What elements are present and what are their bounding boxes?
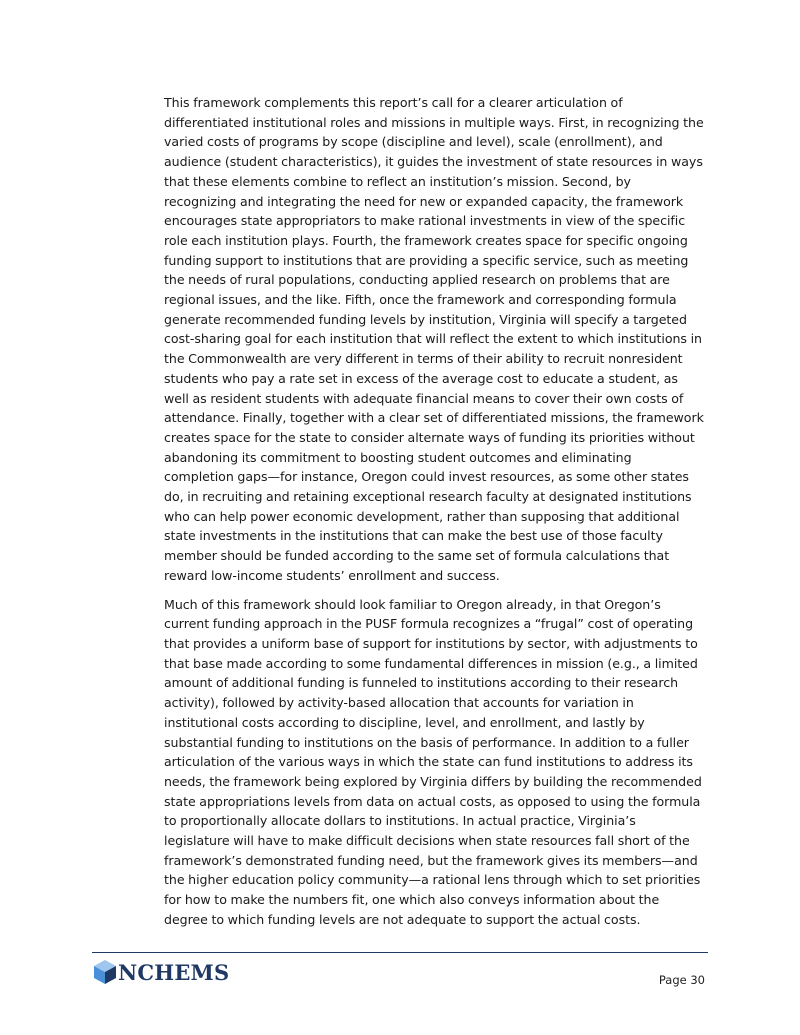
- footer-divider: [92, 952, 708, 953]
- paragraph-oregon-familiar: Much of this framework should look familiar to Oregon already, in that Oregon’s current funding approach in the PUSF formula recognizes a “frugal” cost of operating that provides a uniform base of support for institutions by sector, with adjustments to that base made according to some fundamental differences in mission (e.g., a limited amount of additional funding is funneled to institutions according to their research activity), followed by activity-based allocation that accounts for variation in institutional costs according to discipline, level, and enrollment, and lastly by substantial funding to institutions on the basis of performance. In addition to a fuller articulation of the various ways in which the state can fund institutions to address its needs, the framework being explored by Virginia differs by building the recommended state appropriations levels from data on actual costs, as opposed to using the formula to proportionally allocate dollars to institutions. In actual practice, Virginia’s legislature will have to make difficult decisions when state resources fall short of the framework’s demonstrated funding need, but the framework gives its members—and the higher education policy community—a rational lens through which to set priorities for how to make the numbers fit, one which also conveys information about the degree to which funding levels are not adequate to support the actual costs.: [164, 596, 702, 927]
- nchems-logo: [93, 958, 229, 986]
- cube-icon: [93, 959, 117, 985]
- logo-wordmark: NCHEMS: [118, 959, 230, 985]
- page-number: Page 30: [658, 973, 705, 987]
- document-body: [164, 93, 704, 939]
- paragraph-framework-complements: This framework complements this report’s call for a clearer articulation of differentiated institutional roles and missions in multiple ways. First, in recognizing the varied costs of programs by scope (discipline and level), scale (enrollment), and audience (student characteristics), it guides the investment of state resources in ways that these elements combine to reflect an institution’s mission. Second, by recognizing and integrating the need for new or expanded capacity, the framework encourages state appropriators to make rational investments in view of the specific role each institution plays. Fourth, the framework creates space for specific ongoing funding support to institutions that are providing a specific service, such as meeting the needs of rural populations, conducting applied research on problems that are regional issues, and the like. Fifth, once the framework and corresponding formula generate recommended funding levels by institution, Virginia will specify a targeted cost-sharing goal for each institution that will reflect the extent to which institutions in the Commonwealth are very different in terms of their ability to recruit nonresident students who pay a rate set in excess of the average cost to educate a student, as well as resident students with adequate financial means to cover their own costs of attendance. Finally, together with a clear set of differentiated missions, the framework creates space for the state to consider alternate ways of funding its priorities without abandoning its commitment to boosting student outcomes and eliminating completion gaps—for instance, Oregon could invest resources, as some other states do, in recruiting and retaining exceptional research faculty at designated institutions who can help power economic development, rather than supposing that additional state investments in the institutions that can make the best use of those faculty member should be funded according to the same set of formula calculations that reward low-income students’ enrollment and success.: [164, 95, 704, 583]
